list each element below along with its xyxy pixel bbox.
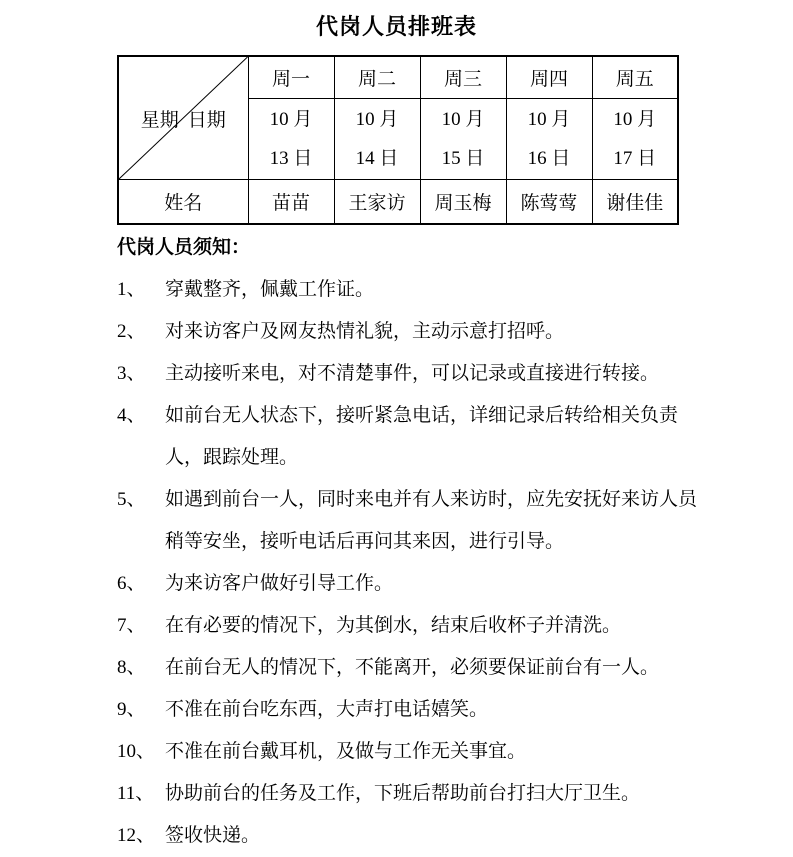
item-number: 3、 [117,363,146,384]
staff-name-fri: 谢佳佳 [592,180,678,225]
date-month: 10 月 [527,109,571,130]
notice-item-9 [117,689,697,731]
roster-table [117,55,679,225]
corner-label-week: 星期 [140,109,179,131]
date-cell-fri [592,99,678,180]
notice-heading: 代岗人员须知： [117,237,251,258]
notice-item-10 [117,731,697,773]
staff-name-thu: 陈莺莺 [506,180,592,225]
staff-name-wed: 周玉梅 [420,180,506,225]
notice-list [117,269,697,857]
date-day: 13 日 [269,148,313,169]
name-row [118,180,678,225]
notice-section [117,227,697,857]
item-number: 2、 [117,321,146,342]
item-text: 签收快递。 [165,825,261,846]
item-text: 在前台无人的情况下，不能离开，必须要保证前台有一人。 [165,657,660,678]
item-number: 9、 [117,699,146,720]
item-text: 如前台无人状态下，接听紧急电话，详细记录后转给相关负责人，跟踪处理。 [165,405,679,468]
date-cell-tue [334,99,420,180]
notice-item-4 [117,395,697,479]
date-cell-wed [420,99,506,180]
corner-label-date: 日期 [187,109,226,131]
weekday-header-wed: 周三 [420,56,506,99]
name-row-label: 姓名 [118,180,248,225]
item-number: 4、 [117,405,146,426]
date-day: 16 日 [527,148,571,169]
item-number: 7、 [117,615,146,636]
notice-item-3 [117,353,697,395]
weekday-header-tue: 周二 [334,56,420,99]
weekday-header-mon: 周一 [248,56,334,99]
corner-header-cell [118,56,248,180]
item-text: 穿戴整齐，佩戴工作证。 [165,279,375,300]
staff-name-tue: 王家访 [334,180,420,225]
weekday-header-thu: 周四 [506,56,592,99]
item-number: 6、 [117,573,146,594]
date-cell-mon [248,99,334,180]
date-month: 10 月 [613,109,657,130]
item-text: 主动接听来电，对不清楚事件，可以记录或直接进行转接。 [165,363,660,384]
item-number: 5、 [117,489,146,510]
notice-item-11 [117,773,697,815]
item-text: 协助前台的任务及工作，下班后帮助前台打扫大厅卫生。 [165,783,641,804]
date-day: 14 日 [355,148,399,169]
date-month: 10 月 [441,109,485,130]
notice-item-7 [117,605,697,647]
item-number: 12、 [117,825,156,846]
notice-item-5 [117,479,697,563]
item-text: 不准在前台吃东西，大声打电话嬉笑。 [165,699,489,720]
item-number: 8、 [117,657,146,678]
staff-name-mon: 苗苗 [248,180,334,225]
weekday-header-fri: 周五 [592,56,678,99]
date-day: 17 日 [613,148,657,169]
notice-item-12 [117,815,697,857]
item-number: 11、 [117,783,155,804]
notice-item-6 [117,563,697,605]
item-text: 在有必要的情况下，为其倒水，结束后收杯子并清洗。 [165,615,622,636]
page-title: 代岗人员排班表 [315,14,477,39]
item-text: 不准在前台戴耳机，及做与工作无关事宜。 [165,741,527,762]
item-number: 1、 [117,279,146,300]
item-text: 如遇到前台一人，同时来电并有人来访时，应先安抚好来访人员稍等安坐，接听电话后再问其来因，进行引导。 [165,489,698,552]
weekday-header-row [118,56,678,99]
notice-item-1 [117,269,697,311]
notice-item-2 [117,311,697,353]
item-text: 对来访客户及网友热情礼貌，主动示意打招呼。 [165,321,565,342]
notice-item-8 [117,647,697,689]
date-month: 10 月 [355,109,399,130]
date-day: 15 日 [441,148,485,169]
date-cell-thu [506,99,592,180]
item-number: 10、 [117,741,156,762]
date-month: 10 月 [269,109,313,130]
corner-labels [119,105,248,132]
item-text: 为来访客户做好引导工作。 [165,573,394,594]
